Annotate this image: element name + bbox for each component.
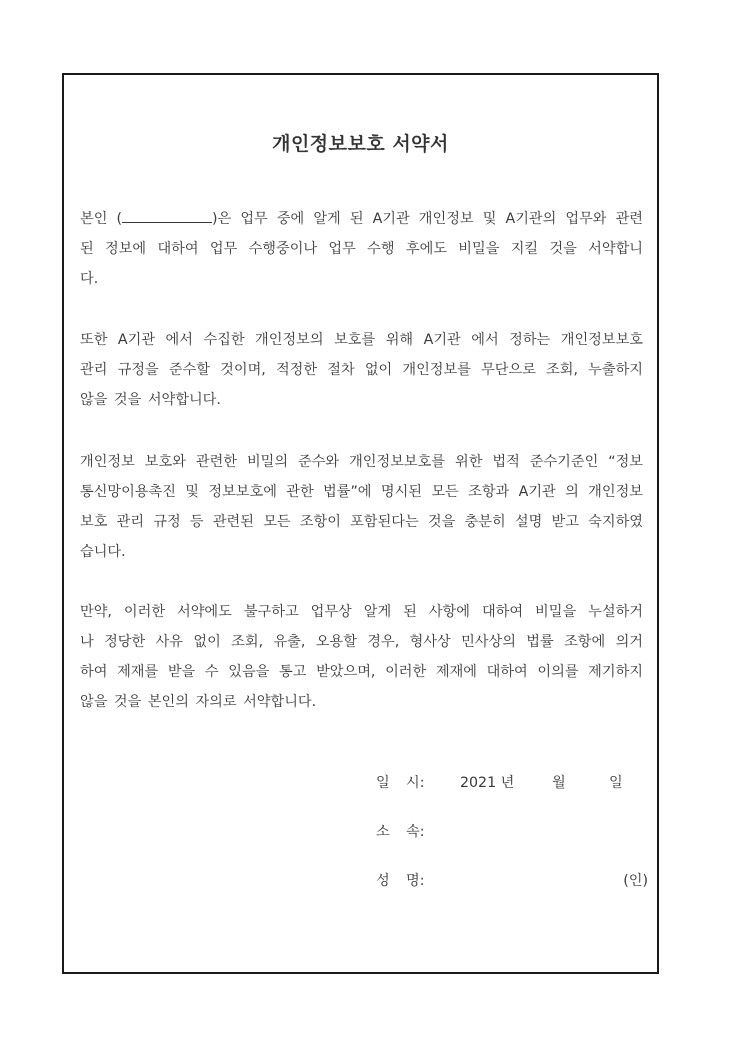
paragraph-line: 만약, 이러한 서약에도 불구하고 업무상 알게 된 사항에 대하여 비밀을 누설하거 — [80, 604, 643, 620]
name-label-char1: 성 — [376, 873, 390, 889]
paragraph-penalty — [80, 597, 643, 717]
paragraph-line: 또한 A기관 에서 수집한 개인정보의 보호를 위해 A기관 에서 정하는 개인정보보호 — [80, 332, 643, 348]
paragraph-line: 않을 것을 서약합니다. — [80, 392, 221, 408]
name-label-char2: 명: — [406, 873, 425, 889]
paragraph-line: 나 정당한 사유 없이 조회, 유출, 오용할 경우, 형사상 민사상의 법률 조항에 의거 — [80, 634, 643, 650]
date-day: 일 — [609, 775, 623, 791]
date-year: 2021 년 — [460, 775, 515, 791]
signature-date-row — [376, 772, 648, 794]
paragraph-line: 습니다. — [80, 544, 126, 560]
paragraph-line: 다. — [80, 271, 99, 287]
paragraph-line: 개인정보 보호와 관련한 비밀의 준수와 개인정보보호를 위한 법적 준수기준인 “정보 — [80, 454, 643, 470]
department-label-char1: 소 — [376, 824, 390, 840]
date-label-char1: 일 — [376, 775, 390, 791]
seal-mark: (인) — [623, 873, 648, 889]
date-label-char2: 시: — [406, 775, 425, 791]
paragraph-line: 하여 제재를 받을 수 있음을 통고 받았으며, 이러한 제재에 대하여 이의를 제기하지 — [80, 664, 643, 680]
name-blank-field[interactable] — [122, 210, 212, 223]
paragraph-line: 않을 것을 본인의 자의로 서약합니다. — [80, 694, 317, 710]
paragraph-compliance — [80, 325, 643, 415]
paragraph-line: 보호 관리 규정 등 관련된 모든 조항이 포함된다는 것을 충분히 설명 받고 숙지하였 — [80, 514, 643, 530]
department-label-char2: 속: — [406, 824, 425, 840]
paragraph-line: 통신망이용촉진 및 정보보호에 관한 법률”에 명시된 모든 조항과 A기관 의 개인정보 — [80, 484, 643, 500]
paragraph-line: 된 정보에 대하여 업무 수행중이나 업무 수행 후에도 비밀을 지킬 것을 서약합니 — [80, 241, 643, 257]
paragraph-line: 본인 ( )은 업무 중에 알게 된 A기관 개인정보 및 A기관의 업무와 관련 — [80, 211, 643, 227]
document-title: 개인정보보호 서약서 — [272, 133, 449, 155]
paragraph-pledge-intro — [80, 204, 643, 294]
paragraph-legal-standards — [80, 447, 643, 567]
document-page — [62, 73, 659, 974]
signature-name-row — [376, 870, 648, 892]
date-month: 월 — [552, 775, 566, 791]
paragraph-line: 관리 규정을 준수할 것이며, 적정한 절차 없이 개인정보를 무단으로 조회, 누출하지 — [80, 362, 643, 378]
signature-department-row — [376, 821, 648, 843]
